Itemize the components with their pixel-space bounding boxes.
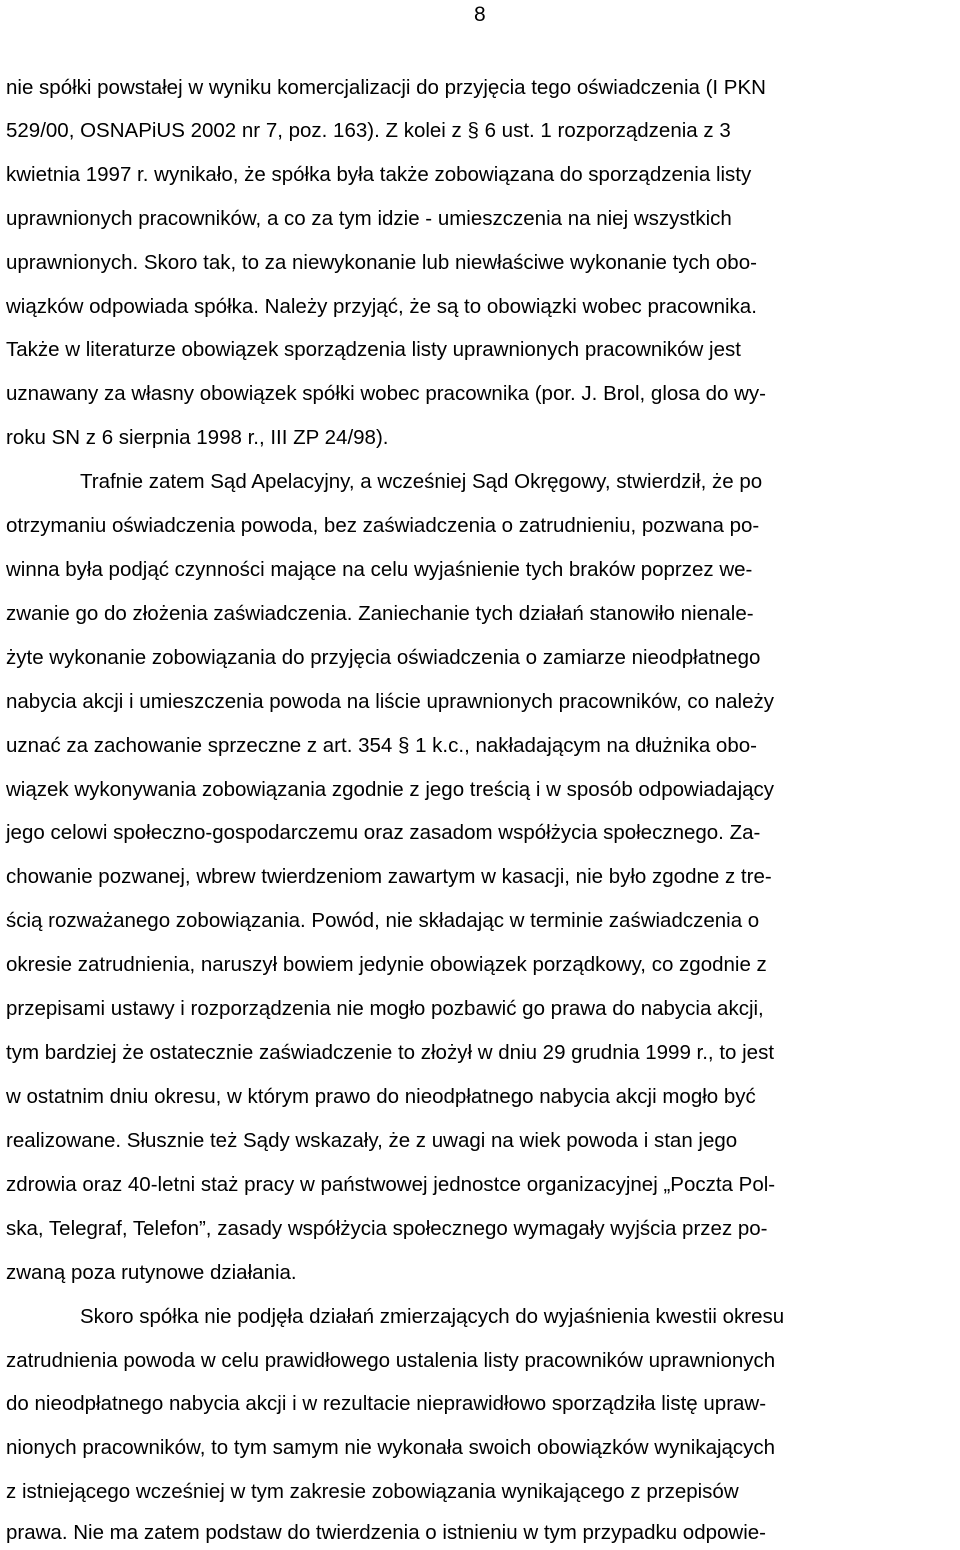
text-line: uznawany za własny obowiązek spółki wobec pracownika (por. J. Brol, glosa do wy-	[6, 382, 767, 405]
text-line: roku SN z 6 sierpnia 1998 r., III ZP 24/98).	[6, 426, 389, 449]
text-line: zatrudnienia powoda w celu prawidłowego ustalenia listy pracowników uprawnionych	[6, 1349, 776, 1372]
text-line: zdrowia oraz 40-letni staż pracy w państwowej jednostce organizacyjnej „Poczta Pol-	[6, 1173, 776, 1196]
text-line: winna była podjąć czynności mające na celu wyjaśnienie tych braków poprzez we-	[6, 558, 753, 581]
text-line: tym bardziej że ostatecznie zaświadczenie to złożył w dniu 29 grudnia 1999 r., to jest	[6, 1041, 775, 1064]
text-line: uznać za zachowanie sprzeczne z art. 354 § 1 k.c., nakładającym na dłużnika obo-	[6, 734, 757, 757]
text-line: kwietnia 1997 r. wynikało, że spółka była także zobowiązana do sporządzenia listy	[6, 163, 752, 186]
text-line: okresie zatrudnienia, naruszył bowiem jedynie obowiązek porządkowy, co zgodnie z	[6, 953, 767, 976]
text-line: Także w literaturze obowiązek sporządzenia listy uprawnionych pracowników jest	[6, 338, 741, 361]
text-line: 529/00, OSNAPiUS 2002 nr 7, poz. 163). Z kolei z § 6 ust. 1 rozporządzenia z 3	[6, 119, 731, 142]
text-line: jego celowi społeczno-gospodarczemu oraz zasadom współżycia społecznego. Za-	[6, 821, 761, 844]
text-line: z istniejącego wcześniej w tym zakresie zobowiązania wynikającego z przepisów	[6, 1480, 739, 1503]
text-line: wiązek wykonywania zobowiązania zgodnie z jego treścią i w sposób odpowiadający	[6, 778, 775, 801]
text-line: nabycia akcji i umieszczenia powoda na liście uprawnionych pracowników, co należy	[6, 690, 775, 713]
text-line: chowanie pozwanej, wbrew twierdzeniom zawartym w kasacji, nie było zgodne z tre-	[6, 865, 772, 888]
page-number: 8	[474, 3, 486, 26]
text-line: otrzymaniu oświadczenia powoda, bez zaświadczenia o zatrudnieniu, pozwana po-	[6, 514, 760, 537]
text-line: nionych pracowników, to tym samym nie wykonała swoich obowiązków wynikających	[6, 1436, 776, 1459]
text-line: żyte wykonanie zobowiązania do przyjęcia oświadczenia o zamiarze nieodpłatnego	[6, 646, 761, 669]
text-line: zwanie go do złożenia zaświadczenia. Zaniechanie tych działań stanowiło nienale-	[6, 602, 754, 625]
paragraph-start-line: Trafnie zatem Sąd Apelacyjny, a wcześniej Sąd Okręgowy, stwierdził, że po	[80, 470, 763, 493]
text-line: w ostatnim dniu okresu, w którym prawo do nieodpłatnego nabycia akcji mogło być	[6, 1085, 756, 1108]
paragraph-start-line: Skoro spółka nie podjęła działań zmierzających do wyjaśnienia kwestii okresu	[80, 1305, 785, 1328]
text-line: przepisami ustawy i rozporządzenia nie mogło pozbawić go prawa do nabycia akcji,	[6, 997, 764, 1020]
text-line: do nieodpłatnego nabycia akcji i w rezultacie nieprawidłowo sporządziła listę upraw-	[6, 1392, 767, 1415]
text-line: ska, Telegraf, Telefon”, zasady współżycia społecznego wymagały wyjścia przez po-	[6, 1217, 768, 1240]
text-line: nie spółki powstałej w wyniku komercjalizacji do przyjęcia tego oświadczenia (I PKN	[6, 76, 766, 99]
text-line: prawa. Nie ma zatem podstaw do twierdzenia o istnieniu w tym przypadku odpowie-	[6, 1521, 767, 1544]
text-line: uprawnionych pracowników, a co za tym idzie - umieszczenia na niej wszystkich	[6, 207, 732, 230]
text-line: wiązków odpowiada spółka. Należy przyjąć, że są to obowiązki wobec pracownika.	[6, 295, 757, 318]
text-line: ścią rozważanego zobowiązania. Powód, nie składając w terminie zaświadczenia o	[6, 909, 760, 932]
text-line: zwaną poza rutynowe działania.	[6, 1261, 297, 1284]
text-line: realizowane. Słusznie też Sądy wskazały, że z uwagi na wiek powoda i stan jego	[6, 1129, 738, 1152]
text-line: uprawnionych. Skoro tak, to za niewykonanie lub niewłaściwe wykonanie tych obo-	[6, 251, 757, 274]
